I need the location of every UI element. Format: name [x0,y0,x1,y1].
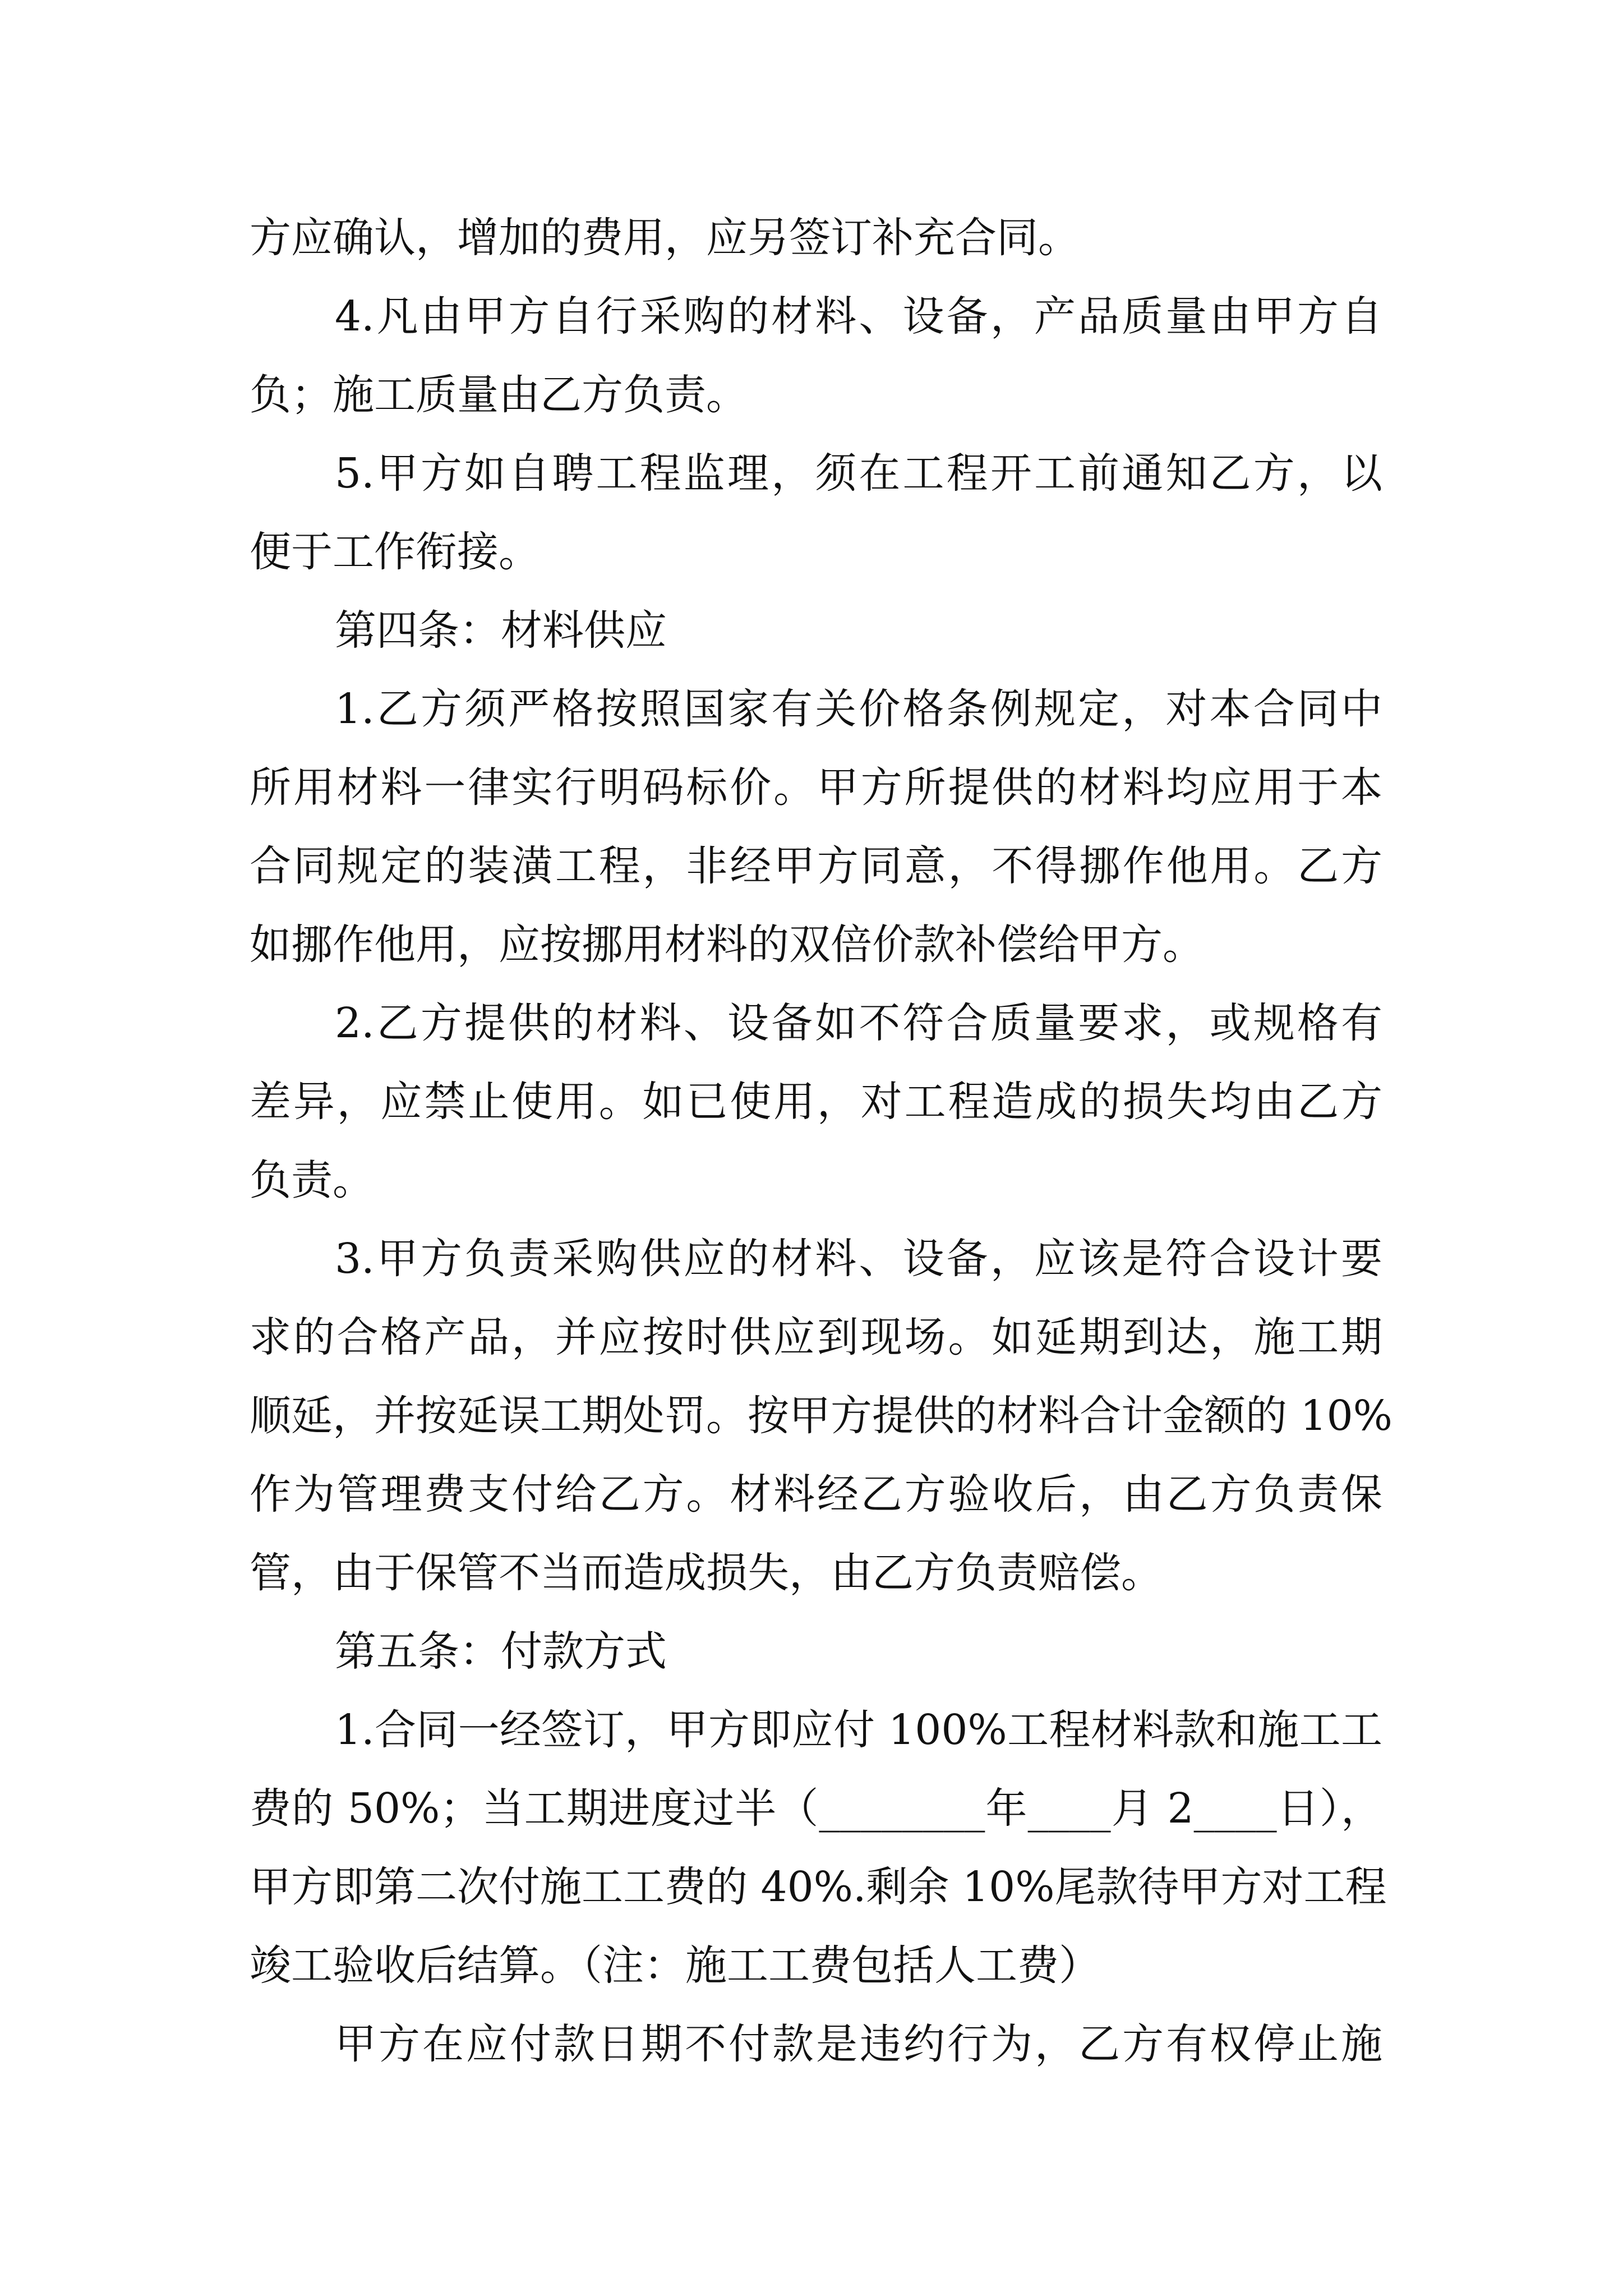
text-line [0,1062,1623,1141]
text-line [0,1691,1623,1769]
line-text: 作为管理费支付给乙方。材料经乙方验收后，由乙方负责保 [250,1470,1382,1519]
line-text: 便于工作衔接。 [250,528,540,576]
line-text: 求的合格产品，并应按时供应到现场。如延期到达，施工期 [250,1313,1382,1361]
text-line [0,748,1623,827]
line-text: 3.甲方负责采购供应的材料、设备，应该是符合设计要 [335,1235,1382,1283]
text-line [0,199,1623,277]
text-line [0,1220,1623,1298]
section-heading-text: 第五条：付款方式 [335,1627,667,1676]
text-line [0,670,1623,748]
section-heading-text: 第四条：材料供应 [335,606,667,655]
text-line [0,1769,1623,1848]
line-text: 方应确认，增加的费用，应另签订补充合同。 [250,214,1080,262]
text-line [0,2005,1623,2083]
text-line [0,1377,1623,1455]
text-line [0,434,1623,513]
text-line [0,513,1623,591]
line-text: 甲方在应付款日期不付款是违约行为，乙方有权停止施 [335,2020,1382,2068]
line-text: 2.乙方提供的材料、设备如不符合质量要求，或规格有 [335,999,1382,1047]
text-line [0,984,1623,1062]
text-line [0,1926,1623,2005]
text-line [0,1534,1623,1612]
text-line [0,1848,1623,1926]
line-text: 竣工验收后结算。（注：施工工费包括人工费） [250,1941,1100,1990]
text-line [0,905,1623,984]
text-line [0,277,1623,356]
line-text: 所用材料一律实行明码标价。甲方所提供的材料均应用于本 [250,763,1382,812]
line-text: 5.甲方如自聘工程监理，须在工程开工前通知乙方，以 [335,449,1382,498]
line-text: 4.凡由甲方自行采购的材料、设备，产品质量由甲方自 [335,292,1382,341]
line-text: 负责。 [250,1156,374,1204]
line-text: 合同规定的装潢工程，非经甲方同意，不得挪作他用。乙方 [250,842,1382,890]
line-text: 费的 50%；当工期进度过半（________年____月 2____日）， [250,1784,1382,1833]
section-heading [0,591,1623,670]
line-text: 差异，应禁止使用。如已使用，对工程造成的损失均由乙方 [250,1078,1382,1126]
line-text: 1.合同一经签订，甲方即应付 100%工程材料款和施工工 [335,1706,1382,1754]
line-text: 管，由于保管不当而造成损失，由乙方负责赔偿。 [250,1549,1163,1597]
section-heading [0,1612,1623,1691]
line-text: 负；施工质量由乙方负责。 [250,371,748,419]
text-line [0,827,1623,905]
text-line [0,356,1623,434]
line-text: 如挪作他用，应按挪用材料的双倍价款补偿给甲方。 [250,921,1204,969]
line-text: 顺延，并按延误工期处罚。按甲方提供的材料合计金额的 10% [250,1392,1393,1440]
text-line [0,1298,1623,1377]
line-text: 1.乙方须严格按照国家有关价格条例规定，对本合同中 [335,685,1382,733]
line-text: 甲方即第二次付施工工费的 40%.剩余 10%尾款待甲方对工程 [250,1863,1387,1911]
text-line [0,1141,1623,1220]
text-line [0,1455,1623,1534]
